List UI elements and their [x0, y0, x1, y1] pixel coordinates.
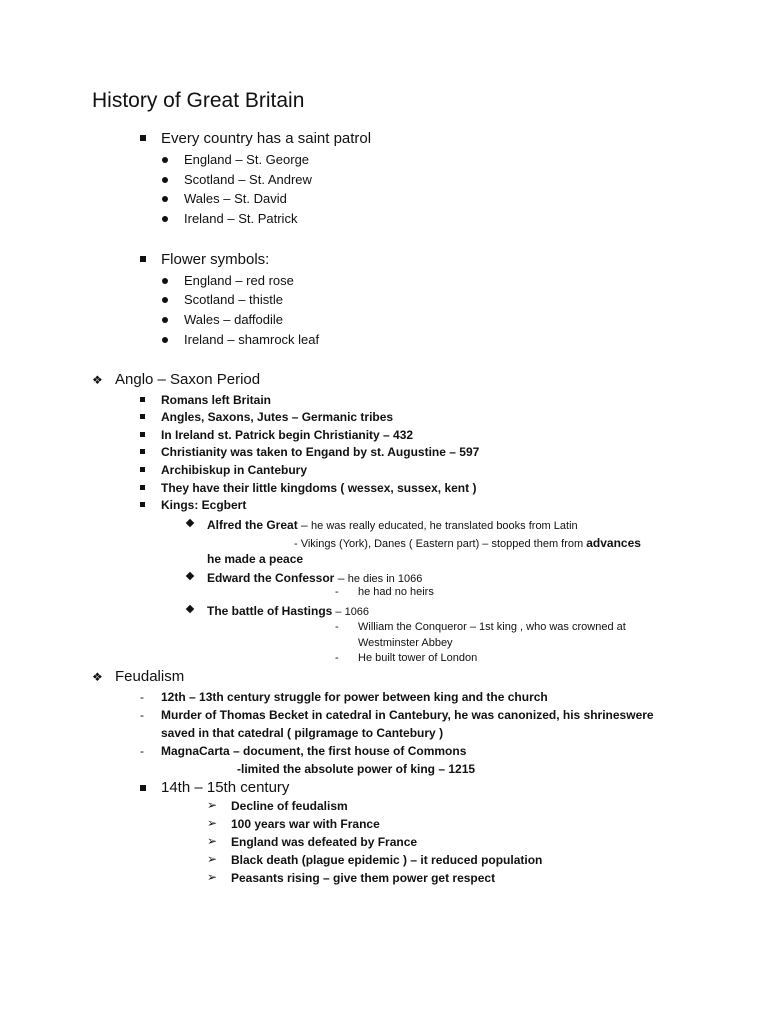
hastings-desc: – 1066	[332, 606, 370, 618]
anglo-item: They have their little kingdoms ( wessex, sussex, kent )	[161, 481, 477, 495]
square-bullet-icon	[140, 256, 146, 262]
feudalism-item: 12th – 13th century struggle for power between king and the church	[161, 690, 548, 704]
century-item: Decline of feudalism	[231, 799, 348, 813]
anglo-item: In Ireland st. Patrick begin Christianity – 432	[161, 428, 414, 442]
flowers-heading: Flower symbols:	[161, 251, 270, 268]
square-bullet-icon	[140, 467, 145, 472]
dash-bullet: -	[140, 708, 144, 722]
hastings-sub-dash: -	[335, 652, 339, 664]
hastings-sub-dash: -	[335, 621, 339, 633]
saints-item: Wales – St. David	[184, 191, 287, 206]
dot-bullet-icon	[162, 157, 168, 163]
alfred-dash: –	[297, 518, 312, 532]
century-item: 100 years war with France	[231, 817, 380, 831]
hastings-sub2: He built tower of London	[358, 652, 478, 664]
dot-bullet-icon	[162, 216, 168, 222]
feudalism-item: saved in that catedral ( pilgramage to Cantebury )	[161, 726, 444, 740]
flowers-item: Wales – daffodile	[184, 312, 284, 327]
edward-line	[207, 569, 422, 587]
anglo-item: Kings: Ecgbert	[161, 498, 247, 512]
square-bullet-icon	[140, 414, 145, 419]
feudalism-item: -limited the absolute power of king – 1215	[237, 762, 476, 776]
dot-bullet-icon	[162, 337, 168, 343]
square-bullet-icon	[140, 785, 146, 791]
arrow-bullet-icon: ➢	[207, 834, 218, 848]
diamond-cluster-bullet-icon: ❖	[92, 373, 103, 387]
saints-item: Ireland – St. Patrick	[184, 211, 298, 226]
feudalism-item: Murder of Thomas Becket in catedral in Cantebury, he was canonized, his shrineswere	[161, 708, 654, 722]
square-bullet-icon	[140, 432, 145, 437]
hastings-sub1-a: William the Conqueror – 1st king , who was crowned at	[358, 621, 626, 633]
century-item: Peasants rising – give them power get respect	[231, 871, 496, 885]
dot-bullet-icon	[162, 297, 168, 303]
hastings-name: The battle of Hastings	[207, 604, 333, 618]
dot-bullet-icon	[162, 278, 168, 284]
hastings-sub1-b: Westminster Abbey	[358, 637, 453, 649]
edward-sub-dash: -	[335, 586, 339, 598]
dot-bullet-icon	[162, 317, 168, 323]
flowers-item: Scotland – thistle	[184, 292, 284, 307]
square-bullet-icon	[140, 485, 145, 490]
feudalism-item: MagnaCarta – document, the first house of Commons	[161, 744, 467, 758]
feudalism-heading: Feudalism	[115, 668, 185, 685]
diamond-bullet-icon	[186, 572, 194, 580]
square-bullet-icon	[140, 449, 145, 454]
saints-heading: Every country has a saint patrol	[161, 130, 372, 147]
anglo-heading: Anglo – Saxon Period	[115, 371, 261, 388]
saints-item: England – St. George	[184, 152, 310, 167]
century-item: England was defeated by France	[231, 835, 418, 849]
alfred-name: Alfred the Great	[207, 518, 298, 532]
diamond-bullet-icon	[186, 605, 194, 613]
anglo-item: Christianity was taken to Engand by st. Augustine – 597	[161, 445, 480, 459]
alfred-line2	[294, 534, 641, 552]
alfred-advances: advances	[586, 536, 641, 550]
square-bullet-icon	[140, 397, 145, 402]
flowers-item: England – red rose	[184, 273, 294, 288]
dot-bullet-icon	[162, 196, 168, 202]
century-heading: 14th – 15th century	[161, 779, 290, 796]
arrow-bullet-icon: ➢	[207, 852, 218, 866]
century-item: Black death (plague epidemic ) – it reduced population	[231, 853, 543, 867]
saints-item: Scotland – St. Andrew	[184, 172, 312, 187]
edward-dash: –	[334, 571, 348, 585]
anglo-item: Romans left Britain	[161, 393, 272, 407]
diamond-cluster-bullet-icon: ❖	[92, 670, 103, 684]
anglo-item: Angles, Saxons, Jutes – Germanic tribes	[161, 410, 394, 424]
edward-name: Edward the Confessor	[207, 571, 335, 585]
diamond-bullet-icon	[186, 519, 194, 527]
square-bullet-icon	[140, 135, 146, 141]
dash-bullet: -	[140, 690, 144, 704]
edward-sub: he had no heirs	[358, 586, 434, 598]
alfred-line	[207, 516, 578, 534]
alfred-desc: he was really educated, he translated books from Latin	[311, 520, 578, 532]
alfred-vikings: - Vikings (York), Danes ( Eastern part) – stopped them from	[294, 538, 587, 550]
edward-desc: he dies in 1066	[347, 573, 423, 585]
alfred-peace: he made a peace	[207, 552, 304, 566]
dot-bullet-icon	[162, 177, 168, 183]
arrow-bullet-icon: ➢	[207, 870, 218, 884]
arrow-bullet-icon: ➢	[207, 798, 218, 812]
page-title: History of Great Britain	[92, 89, 305, 112]
arrow-bullet-icon: ➢	[207, 816, 218, 830]
square-bullet-icon	[140, 502, 145, 507]
dash-bullet: -	[140, 744, 144, 758]
hastings-line	[207, 602, 369, 620]
flowers-item: Ireland – shamrock leaf	[184, 332, 320, 347]
anglo-item: Archibiskup in Cantebury	[161, 463, 308, 477]
